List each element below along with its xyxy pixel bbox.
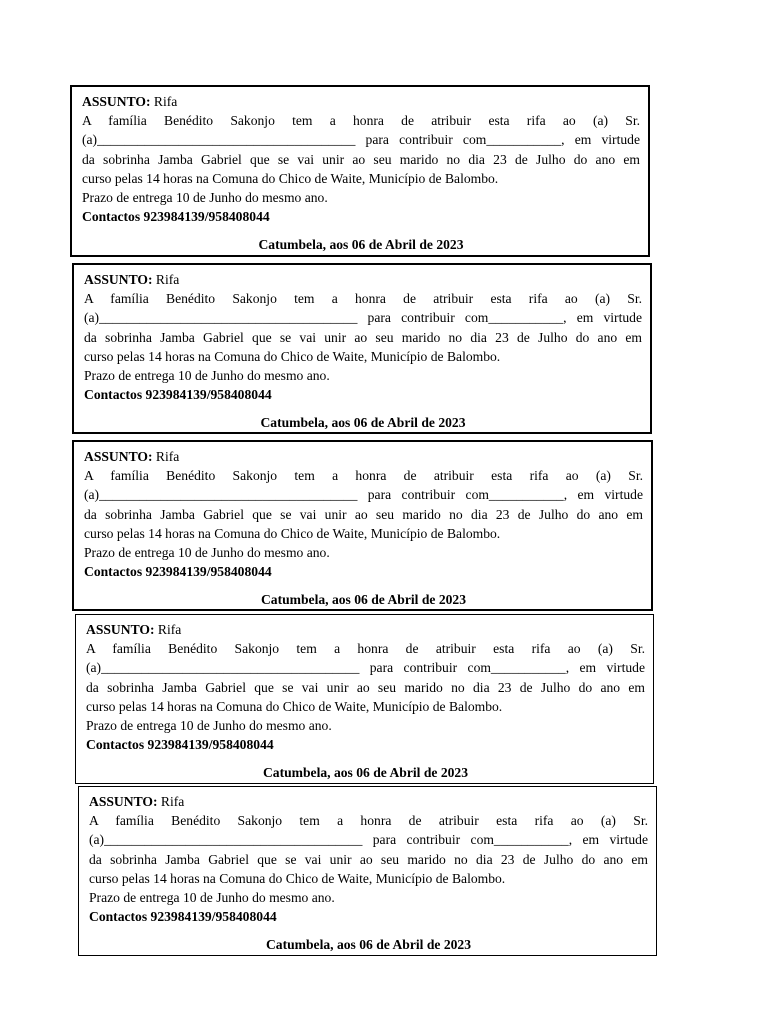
body-line: curso pelas 14 horas na Comuna do Chico de Waite, Município de Balombo. xyxy=(86,698,503,714)
signature-line: Catumbela, aos 06 de Abril de 2023 xyxy=(260,415,466,431)
body-line: (a)______________________________________ para contribuir com___________, em virtude xyxy=(86,660,645,676)
body-line: da sobrinha Jamba Gabriel que se vai unir ao seu marido no dia 23 de Julho do ano em xyxy=(89,851,648,867)
body-line: A família Benédito Sakonjo tem a honra de atribuir esta rifa ao (a) Sr. xyxy=(84,291,642,307)
assunto-value: Rifa xyxy=(160,794,185,809)
contacts-line: Contactos 923984139/958408044 xyxy=(84,387,272,403)
contacts-line: Contactos 923984139/958408044 xyxy=(84,564,272,580)
body-line: A família Benédito Sakonjo tem a honra de atribuir esta rifa ao (a) Sr. xyxy=(86,641,645,657)
body-line: curso pelas 14 horas na Comuna do Chico de Waite, Município de Balombo. xyxy=(89,870,506,886)
body-line: curso pelas 14 horas na Comuna do Chico de Waite, Município de Balombo. xyxy=(84,348,501,364)
body-line: (a)______________________________________ para contribuir com___________, em virtude xyxy=(84,310,642,326)
signature-line: Catumbela, aos 06 de Abril de 2023 xyxy=(265,937,472,953)
assunto-label: ASSUNTO: xyxy=(84,272,153,287)
assunto-value: Rifa xyxy=(155,449,180,464)
contacts-line: Contactos 923984139/958408044 xyxy=(89,909,277,925)
assunto-label: ASSUNTO: xyxy=(84,449,153,464)
deadline-line: Prazo de entrega 10 de Junho do mesmo ano. xyxy=(84,545,330,561)
contacts-line: Contactos 923984139/958408044 xyxy=(82,209,270,225)
assunto-value: Rifa xyxy=(157,622,182,637)
signature-line: Catumbela, aos 06 de Abril de 2023 xyxy=(260,592,467,608)
signature-line: Catumbela, aos 06 de Abril de 2023 xyxy=(262,765,469,781)
body-line: A família Benédito Sakonjo tem a honra de atribuir esta rifa ao (a) Sr. xyxy=(89,813,648,829)
deadline-line: Prazo de entrega 10 de Junho do mesmo ano. xyxy=(84,368,330,384)
raffle-ticket xyxy=(72,440,653,611)
raffle-ticket xyxy=(70,85,650,257)
deadline-line: Prazo de entrega 10 de Junho do mesmo ano. xyxy=(89,890,335,906)
raffle-ticket xyxy=(78,786,657,956)
body-line: da sobrinha Jamba Gabriel que se vai unir ao seu marido no dia 23 de Julho do ano em xyxy=(84,329,642,345)
body-line: A família Benédito Sakonjo tem a honra de atribuir esta rifa ao (a) Sr. xyxy=(82,113,640,129)
raffle-ticket xyxy=(72,263,652,434)
body-line: (a)______________________________________ para contribuir com___________, em virtude xyxy=(89,832,648,848)
body-line: (a)______________________________________ para contribuir com___________, em virtude xyxy=(82,132,640,148)
deadline-line: Prazo de entrega 10 de Junho do mesmo ano. xyxy=(86,718,332,734)
assunto-value: Rifa xyxy=(155,272,180,287)
body-line: (a)______________________________________ para contribuir com___________, em virtude xyxy=(84,487,643,503)
body-line: da sobrinha Jamba Gabriel que se vai unir ao seu marido no dia 23 de Julho do ano em xyxy=(86,679,645,695)
raffle-ticket xyxy=(75,614,654,784)
body-line: curso pelas 14 horas na Comuna do Chico de Waite, Município de Balombo. xyxy=(82,170,499,186)
assunto-label: ASSUNTO: xyxy=(82,94,151,109)
assunto-label: ASSUNTO: xyxy=(86,622,155,637)
assunto-value: Rifa xyxy=(153,94,178,109)
body-line: A família Benédito Sakonjo tem a honra de atribuir esta rifa ao (a) Sr. xyxy=(84,468,643,484)
assunto-label: ASSUNTO: xyxy=(89,794,158,809)
body-line: da sobrinha Jamba Gabriel que se vai unir ao seu marido no dia 23 de Julho do ano em xyxy=(82,151,640,167)
deadline-line: Prazo de entrega 10 de Junho do mesmo ano. xyxy=(82,190,328,206)
contacts-line: Contactos 923984139/958408044 xyxy=(86,737,274,753)
body-line: da sobrinha Jamba Gabriel que se vai unir ao seu marido no dia 23 de Julho do ano em xyxy=(84,506,643,522)
body-line: curso pelas 14 horas na Comuna do Chico de Waite, Município de Balombo. xyxy=(84,525,501,541)
signature-line: Catumbela, aos 06 de Abril de 2023 xyxy=(258,237,464,253)
